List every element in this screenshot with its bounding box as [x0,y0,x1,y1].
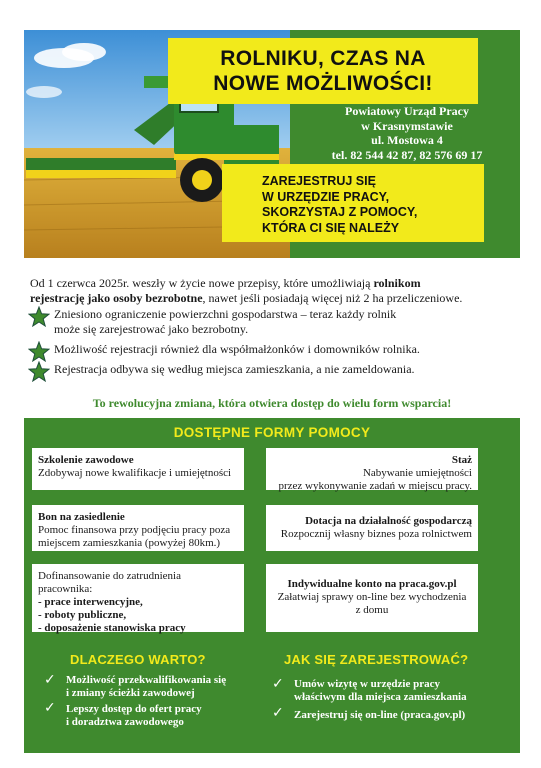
help-box-online-account [266,564,478,632]
why-item-text: i zmiany ścieżki zawodowej [66,687,195,699]
help-box-relocation [32,505,244,551]
why-item-text: Lepszy dostęp do ofert pracy [66,703,202,715]
box-title: Szkolenie zawodowe [38,454,134,466]
how-item [294,709,465,722]
headline-box [168,38,478,104]
star-icon [28,306,50,328]
bullet-text: może się zarejestrować jako bezrobotny. [54,322,249,336]
how-title: JAK SIĘ ZAREJESTROWAĆ? [284,652,469,667]
box-text: Pomoc finansowa przy podjęciu pracy poza [38,524,231,536]
office-name: Powiatowy Urząd Pracy [345,104,469,118]
intro-text-end: , nawet jeśli posiadają więcej niż 2 ha przeliczeniowe. [202,291,463,305]
office-address [302,104,512,162]
bullet-item [28,362,498,377]
help-title: DOSTĘPNE FORMY POMOCY [173,425,371,440]
box-list-item: - roboty publiczne, [38,609,127,621]
help-box-grant [266,505,478,551]
box-title: Bon na zasiedlenie [38,511,125,523]
headline-line-1: ROLNIKU, CZAS NA [220,47,426,70]
box-text: Zdobywaj nowe kwalifikacje i umiejętności [38,467,232,479]
bullet-item [28,342,498,357]
help-box-training [32,448,244,490]
check-icon: ✓ [44,700,56,716]
how-item-text: właściwym dla miejsca zamieszkania [294,691,467,703]
help-box-internship [266,448,478,490]
how-item [294,678,467,704]
box-text: pracownika: [38,583,93,595]
cta-line: ZAREJESTRUJ SIĘ [262,174,376,188]
bullet-item [28,307,498,337]
register-cta-box [222,164,484,242]
bullet-list [28,307,498,382]
box-text: Rozpocznij własny biznes poza rolnictwem [280,528,472,540]
cta-line: W URZĘDZIE PRACY, [262,189,390,204]
why-title: DLACZEGO WARTO? [70,652,206,667]
office-phone: tel. 82 544 42 87, 82 576 69 17 [331,147,483,162]
bullet-text: Możliwość rejestracji również dla współmałżonków i domowników rolnika. [54,342,420,356]
box-text: przez wykonywanie zadań w miejscu pracy. [278,480,472,492]
office-city: w Krasnymstawie [361,118,453,133]
intro-paragraph [30,276,510,306]
how-item-text: Umów wizytę w urzędzie pracy [294,678,441,690]
help-box-employment-subsidy [32,564,244,632]
why-item [66,703,202,729]
bullet-text: Zniesiono ograniczenie powierzchni gospodarstwa – teraz każdy rolnik [54,307,397,321]
box-text: z domu [355,604,389,616]
star-icon [28,341,50,363]
how-item-text: Zarejestruj się on-line (praca.gov.pl) [294,709,466,721]
box-text: Załatwiaj sprawy on-line bez wychodzenia [277,591,467,603]
box-list-item: - doposażenie stanowiska pracy [38,622,186,634]
check-icon: ✓ [44,672,56,688]
cta-line: SKORZYSTAJ Z POMOCY, [262,205,418,219]
check-icon: ✓ [272,705,284,721]
cta-line: KTÓRA CI SIĘ NALEŻY [262,220,400,235]
bullet-text: Rejestracja odbywa się według miejsca zamieszkania, a nie zameldowania. [54,362,415,376]
box-title: Staż [451,454,472,466]
box-title: Indywidualne konto na praca.gov.pl [287,578,457,590]
box-title: Dotacja na działalność gospodarczą [305,515,472,527]
box-text: Dofinansowanie do zatrudnienia [38,570,181,582]
intro-bold-registration: rejestrację jako osoby bezrobotne [30,291,203,305]
tagline: To rewolucyjna zmiana, która otwiera dostęp do wielu form wsparcia! [92,396,452,410]
box-text: Nabywanie umiejętności [362,467,472,479]
box-list-item: - prace interwencyjne, [38,596,143,608]
box-text: miejscem zamieszkania (powyżej 80km.) [38,537,221,549]
intro-bold-farmers: rolnikom [373,276,421,290]
star-icon [28,361,50,383]
office-street: ul. Mostowa 4 [371,133,443,147]
why-item-text: i doradztwa zawodowego [66,716,184,728]
why-item [66,674,226,700]
headline-line-2: NOWE MOŻLIWOŚCI! [213,72,433,95]
check-icon: ✓ [272,676,284,692]
intro-text: Od 1 czerwca 2025r. weszły w życie nowe przepisy, które umożliwiają [30,276,374,290]
why-item-text: Możliwość przekwalifikowania się [66,674,227,686]
